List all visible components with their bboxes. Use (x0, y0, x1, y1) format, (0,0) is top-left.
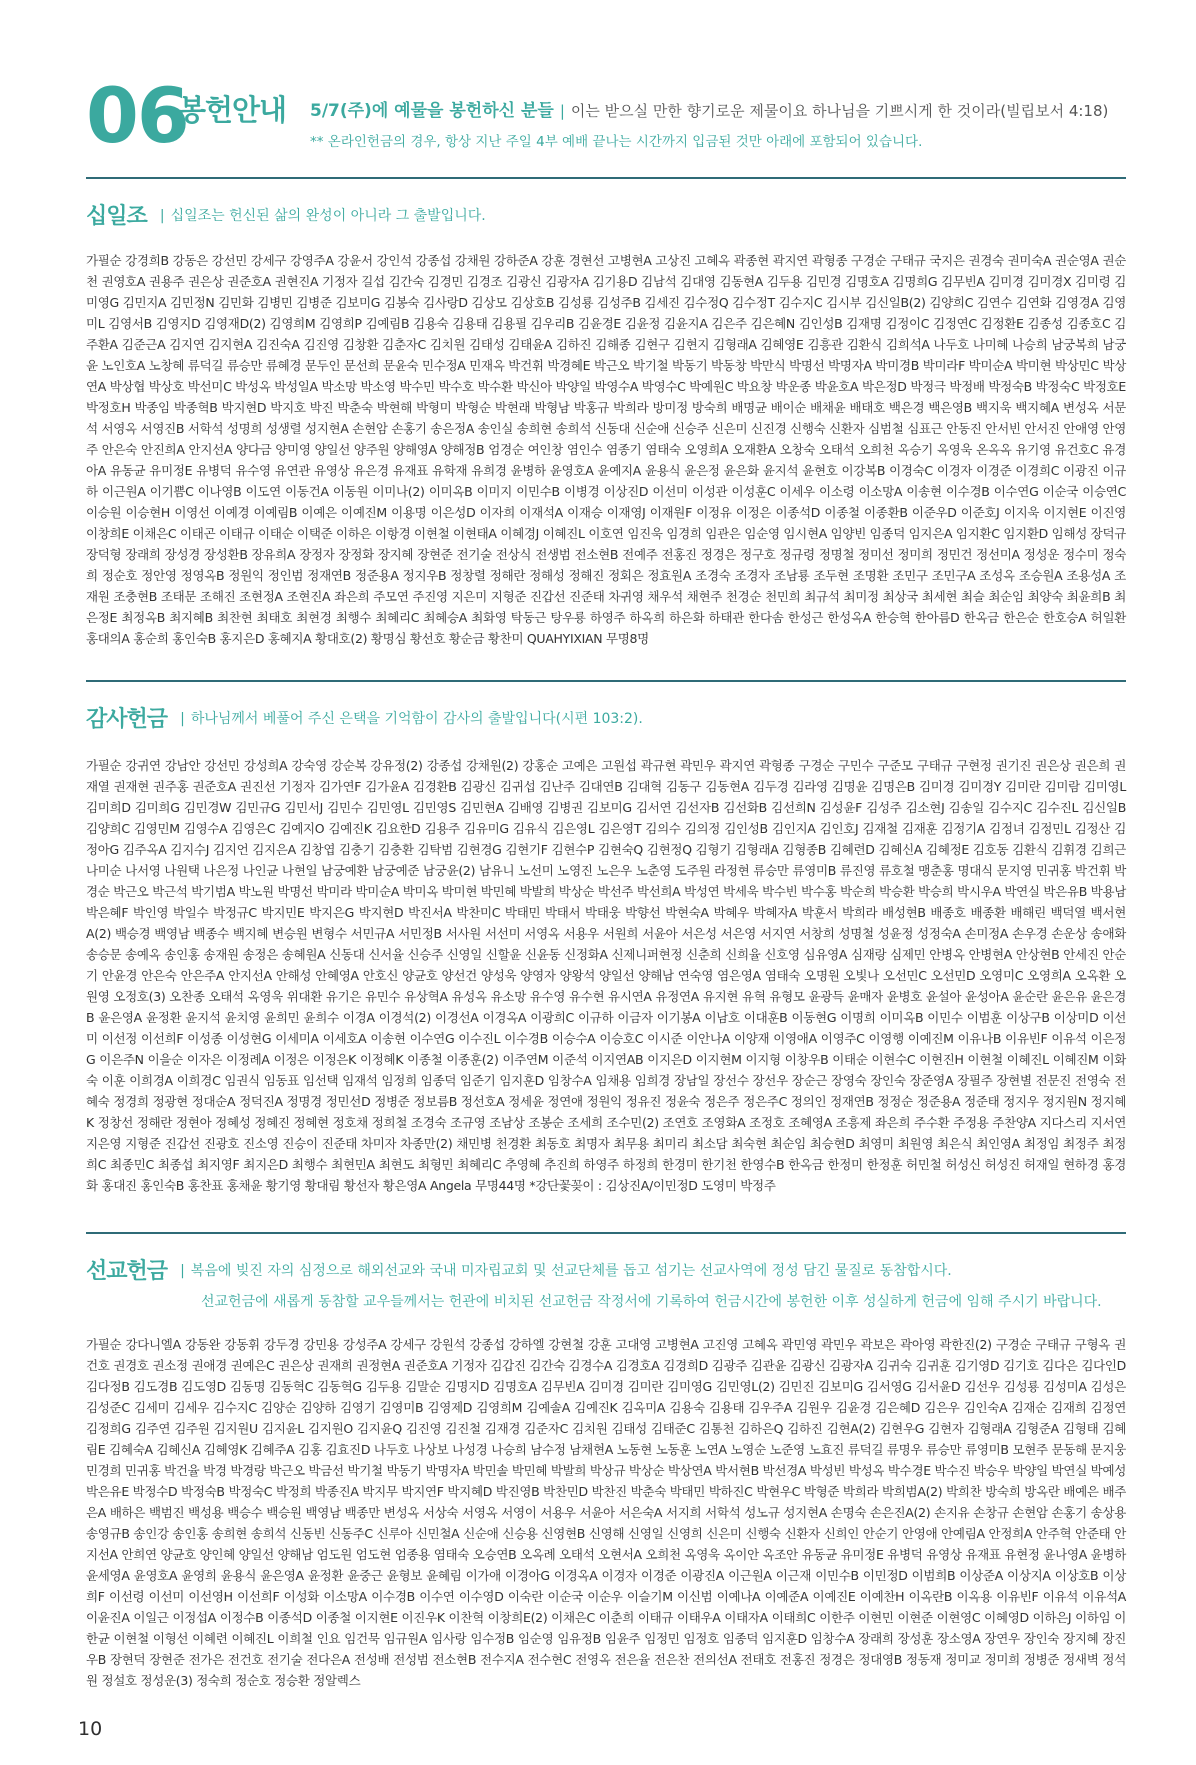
header-divider (86, 177, 1126, 179)
section-divider (86, 1232, 1126, 1234)
section-heading: 선교헌금 (86, 1259, 168, 1284)
divider-bar: | (559, 102, 565, 120)
donor-list-thanksgiving: 가필순 강귀연 강남안 강선민 강성희A 강숙영 강순복 강유정(2) 강종섭 강채원(2) 강홍순 고예은 고원섭 곽규현 곽민우 곽지연 곽형종 구경순 구민수 구준모 구태규 구현정 권기진 권은상 권은희 권재열 권재현 권주홍 권준호A 권진선 기정자 김가연F 김가윤A 김경환B 김광신 김귀섭 김난주 김대연B 김대혁 김동구 김동현A 김두경 김라영 김명윤 김명은B 김미경 김미경Y 김미란 김미람 김미영L 김미희D 김미희G 김민경W 김민규G 김민서J 김민수 김민영L 김민영S 김민현A 김배영 김병권 김보미G 김서연 김선자B 김선화B 김선희N 김성윤F 김성주 김소현J 김송일 김수지C 김수진L 김신일B 김양희C 김영민M 김영수A 김영은C 김예지O 김예진K 김요한D 김용주 김유미G 김유식 김은영L 김은영T 김의수 김의정 김인성B 김인지A 김인호J 김재철 김재훈 김정기A 김정녀 김정민L 김정산 김정아G 김주옥A 김지수J 김지언 김지은A 김창엽 김충기 김충환 김탁범 김현경G 김현기F 김현수P 김현숙Q 김현정Q 김형기 김형래A 김형종B 김혜련D 김혜신A 김혜정E 김호동 김환식 김휘경 김희근 나미순 나서영 나원택 나은정 나인균 나현일 남궁예환 남궁예준 남궁윤(2) 남유니 노선미 노영진 노은우 노춘영 도주원 라정현 류승만 류영미B 류진영 류호철 맹춘홍 명대식 문지영 민귀홍 박건휘 박경순 박근오 박근석 박기범A 박노원 박명선 박미라 박미순A 박미옥 박미현 박민혜 박발희 박상순 박선주 박선희A 박성연 박세욱 박수빈 박수홍 박순희 박승환 박승희 박시우A 박연실 박은유B 박용남 박은혜F 박인영 박일수 박정규C 박지민E 박지은G 박지현D 박진서A 박찬미C 박태민 박태서 박태웅 박향선 박현숙A 박혜우 박혜자A 박훈서 박희라 배성현B 배종호 배종환 배해린 백덕열 백서현A(2) 백승경 백영남 백종수 백지혜 변승원 변형수 서민규A 서민정B 서사원 서선미 서영옥 서용우 서원희 서윤아 서은성 서은영 서지연 서창희 성명철 성윤정 성정숙A 손미정A 손우경 손운상 송애화 송승문 송예옥 송인홍 송재원 송정은 송혜원A 신동대 신서율 신승주 신영일 신할윤 신윤동 신정화A 신제니퍼현정 신춘희 신희율 신호영 심유영A 심재랑 심제민 안병옥 안병현A 안상현B 안세진 안순기 안윤경 안은숙 안은주A 안지선A 안해성 안혜영A 안호신 양균호 양선건 양성욱 양영자 양왕석 양일선 양해남 연숙영 염은영A 염태숙 오명원 오빛나 오선민C 오선민D 오영미C 오영희A 오옥환 오원영 오정호(3) 오찬종 오태석 옥영욱 위대환 유기은 유민수 유상혁A 유성옥 유소망 유수영 유수현 유시연A 유정연A 유지현 유혁 유형모 윤광득 윤매자 윤병호 윤설아 윤성아A 윤순란 윤은유 윤은경B 윤은영A 윤정환 윤지석 윤치영 윤희민 윤희수 이경A 이경석(2) 이경선A 이경옥A 이광희C 이규하 이금자 이기봉A 이남호 이대훈B 이동현G 이명희 이미옥B 이민수 이범훈 이상구B 이상미D 이선미 이선정 이선희F 이성종 이성현G 이세미A 이세호A 이송현 이수연G 이수진L 이수경B 이승수A 이승호C 이시준 이안나A 이양재 이영애A 이영주C 이영행 이예진M 이유나B 이유빈F 이유석 이은정G 이은주N 이을순 이자은 이정례A 이정은 이정은K 이정혜K 이종철 이종훈(2) 이주연M 이준석 이지연AB 이지은D 이지현M 이지형 이창우B 이태순 이현수C 이현진H 이현철 이혜진L 이혜진M 이화숙 이훈 이희경A 이희경C 임권식 임동표 임선택 임재석 임정희 임종덕 임준기 임지훈D 임창수A 임채용 임희경 장남일 장선수 장선우 장순근 장영숙 장인숙 장준영A 장필주 장현별 전문진 전영숙 전혜숙 정경희 정광현 정대순A 정덕진A 정명경 정민선D 정병준 정보름B 정선호A 정세윤 정연애 정원익 정유진 정윤숙 정은주 정은주C 정의인 정재연B 정정순 정준용A 정준태 정지우 정지원N 정지혜K 정창선 정해란 정현아 정혜성 정혜진 정혜현 정호채 정희철 조경숙 조규영 조남상 조봉순 조세희 조수민(2) 조연호 조영화A 조정호 조혜영A 조흥제 좌은희 주수환 주정용 주찬양A 지다스리 지서연 지은영 지형준 진갑선 진광호 진소영 진승이 진준태 차미자 차종만(2) 채민병 천경환 최동호 최명자 최무용 최미리 최소담 최숙현 최순임 최승현D 최영미 최원영 최은식 최인영A 최정임 최정주 최정희C 최종민C 최종섭 최지영F 최지은D 최행수 최현민A 최현도 최형민 최혜리C 추영혜 추진희 하영주 하정희 한경미 한기천 한영수B 한옥금 한정미 한정훈 허민철 허성신 허성진 허재일 현하경 홍경화 홍대진 홍인숙B 홍찬표 홍채윤 황기영 황대림 황선자 황은영A Angela 무명44명 *강단꽃꽂이 : 김상진A/이민정D 도영미 박정주 (86, 758, 1126, 1193)
offering-date-lead: 5/7(주)에 예물을 봉헌하신 분들 (310, 101, 554, 121)
section-number: 06 (86, 71, 188, 160)
section-head-thanksgiving (86, 702, 1126, 733)
section-description: | 복음에 빚진 자의 심정으로 해외선교와 국내 미자립교회 및 선교단체를 돕고 섬기는 선교사역에 정성 담긴 물질로 동참합시다. (180, 1263, 952, 1279)
section-description: | 십일조는 헌신된 삶의 완성이 아니라 그 출발입니다. (159, 208, 486, 224)
section-title: 봉헌안내 (178, 93, 287, 127)
donor-list-mission: 가필순 강다니엘A 강동완 강동휘 강두경 강민용 강성주A 강세구 강원석 강종섭 강하엘 강현철 강훈 고대영 고병현A 고진영 고혜옥 곽민영 곽민우 곽보은 곽아영 곽한진(2) 구경순 구태규 구형옥 권건호 권경호 권소정 권애경 권예은C 권은상 권재희 권정현A 권준호A 기정자 김갑진 김간숙 김경수A 김경호A 김경희D 김광주 김관윤 김광신 김광자A 김귀숙 김귀훈 김기영D 김기호 김다은 김다인D 김다정B 김도경B 김도영D 김동명 김동혁C 김동혁G 김두용 김말순 김명지D 김명호A 김무빈A 김미경 김미란 김미영G 김민영L(2) 김민진 김보미G 김서영G 김서윤D 김선우 김성룡 김성미A 김성은 김성준C 김세미 김세우 김수지C 김양순 김양하 김영기 김영미B 김영제D 김영희M 김예솔A 김예진K 김옥미A 김용숙 김용태 김우주A 김원우 김윤경 김은혜D 김은우 김인숙A 김재순 김재희 김정연 김정희G 김주연 김주원 김지원U 김지윤L 김지원O 김지윤Q 김진영 김진철 김재경 김준자C 김치원 김태성 김태준C 김통천 김하은Q 김하진 김현A(2) 김현우G 김현자 김형래A 김형준A 김형태 김혜림E 김혜숙A 김혜신A 김혜영K 김혜주A 김홍 김효진D 나두호 나상보 나성경 나승희 남수정 남채현A 노동현 노동훈 노연A 노영순 노준영 노효진 류덕길 류명우 류승만 류영미B 모현주 문동해 문지웅 민경희 민귀홍 박건율 박경 박경랑 박근오 박금선 박기철 박동기 박명자A 박민솔 박민혜 박발희 박상규 박상순 박상연A 박서현B 박선경A 박성빈 박성옥 박수경E 박수진 박승우 박양일 박연실 박예성 박은유E 박정수D 박정숙B 박정숙C 박정희 박종진A 박지무 박지연F 박지혜D 박진영B 박찬민D 박찬진 박춘숙 박태민 박하진C 박현우C 박형준 박희라 박희범A(2) 박희찬 방숙희 방옥란 배예은 배주은A 배하은 백범진 백성용 백승수 백승원 백영남 백종만 변성옥 서상숙 서영옥 서영이 서용우 서윤아 서은숙A 서지희 서학석 성노규 성지현A 손명숙 손은진A(2) 손지유 손창규 손현암 손홍기 송상용 송영규B 송인강 송인홍 송희현 송희석 신동빈 신동주C 신루아 신민철A 신순애 신승용 신영현B 신영해 신영일 신영희 신은미 신행숙 신환자 신희인 안순기 안영애 안예림A 안정희A 안주혁 안준태 안지선A 안희연 양균호 양인혜 양일선 양해남 엄도원 엄도현 엄종용 염태숙 오승연B 오옥례 오태석 오현서A 오희천 옥영욱 옥이안 옥조안 유동균 유미정E 유병덕 유영상 유재표 유현정 윤나영A 윤병하 윤세영A 윤영호A 윤영희 윤용식 윤은영A 윤정환 윤중근 윤형보 윤혜림 이가애 이경아G 이경옥A 이경자 이경준 이광진A 이근원A 이근재 이민수B 이민정D 이범희B 이상준A 이상지A 이상호B 이상희F 이선령 이선미 이선영H 이선희F 이성화 이소망A 이수경B 이수연 이수영D 이숙란 이순국 이순우 이슬기M 이신범 이예나A 이예준A 이예진E 이예찬H 이옥란B 이옥용 이유빈F 이유석 이유석A 이윤진A 이일근 이정섭A 이정수B 이종석D 이종철 이지현E 이진우K 이찬혁 이창희E(2) 이채은C 이춘희 이태규 이태우A 이태자A 이태희C 이한주 이현민 이현준 이현영C 이혜영D 이하은J 이하임 이한균 이현철 이형선 이혜련 이혜진L 이희철 인요 임건묵 임규원A 임사랑 임수정B 임순영 임유정B 임윤주 임정민 임정호 임종덕 임지훈D 임창수A 장래희 장성훈 장소영A 장연우 장인숙 장지혜 장진우B 장현덕 장현준 전가은 전건호 전기술 전다은A 전성배 전성범 전소현B 전수지A 전수현C 전영옥 전은율 전은찬 전의선A 전태호 전홍진 정경은 정대영B 정동재 정미교 정미희 정병준 정새벽 정석원 정설호 정성운(3) 정숙희 정순호 정승환 정알렉스 (86, 1337, 1127, 1688)
donor-list-tithe: 가필순 강경희B 강동은 강선민 강세구 강영주A 강윤서 강인석 강종섭 강채원 강하준A 강훈 경현선 고병현A 고상진 고혜옥 곽종현 곽지연 곽형종 구경순 구태규 국지은 권경숙 권미숙A 권순영A 권순천 권영호A 권용주 권은상 권준호A 권현진A 기정자 길섭 김간숙 김경민 김경조 김광신 김광자A 김기용D 김남석 김대영 김동현A 김두용 김민경 김명호A 김명희G 김무빈A 김미경 김미경X 김미령 김미영G 김민지A 김민정N 김민화 김병민 김병준 김보미G 김봉숙 김사랑D 김상모 김상호B 김성룡 김성주B 김세진 김수정Q 김수정T 김수지C 김시부 김신일B(2) 김양희C 김연수 김연화 김영경A 김영미L 김영서B 김영지D 김영재D(2) 김영희M 김영희P 김예림B 김용숙 김용태 김용필 김우리B 김윤경E 김윤정 김윤지A 김은주 김은혜N 김인성B 김재명 김정이C 김정연C 김정환E 김종성 김종호C 김주환A 김준근A 김지연 김지현A 김진숙A 김진영 김창환 김춘자C 김치원 김태성 김태윤A 김하진 김해종 김현구 김현지 김형래A 김혜영E 김흥관 김환식 김희석A 나두호 나미혜 나승희 남궁복희 남궁윤 노인호A 노창혜 류덕길 류승만 류혜경 문두인 문선희 문윤숙 민수정A 민재옥 박건휘 박경혜E 박근오 박기철 박동기 박동창 박만식 박명선 박명자A 박미경B 박미라F 박미순A 박미현 박상민C 박상연A 박상협 박상호 박선미C 박성옥 박성일A 박소망 박소영 박수민 박수호 박수환 박신아 박양일 박영수A 박영수C 박예원C 박요창 박운종 박윤호A 박은정D 박정극 박정배 박정숙B 박정숙C 박정호E 박정호H 박종임 박종혁B 박지현D 박지호 박진 박춘숙 박현해 박형미 박형순 박현래 박형남 박홍규 박희라 방미정 방숙희 배명균 배이순 배채윤 배태호 백은경 백은영B 백지욱 백지혜A 변성옥 서문석 서영옥 서영진B 서학석 성명희 성생렬 성지현A 손현암 손홍기 송은정A 송인실 송희현 송희석 신동대 신순애 신승주 신은미 신진경 신행숙 신환자 심범철 심표근 안동진 안서빈 안서진 안애영 안영주 안은숙 안진희A 안지선A 양다금 양미영 양일선 양주원 양해영A 양해정B 엄경순 여인창 염인수 염종기 염태숙 오영희A 오재환A 오창숙 오태석 오희천 옥승기 옥영욱 온옥옥 유기영 유건호C 유경아A 유동균 유미정E 유병덕 유수영 유연관 유영상 유은경 유재표 유학재 유희경 윤병하 윤영호A 윤예지A 윤용식 윤은정 윤은화 윤지석 윤현호 이강복B 이경숙C 이경자 이경준 이경희C 이광진 이규하 이근원A 이기쁨C 이나영B 이도연 이동건A 이동원 이미나(2) 이미옥B 이미지 이민수B 이병경 이상진D 이선미 이성관 이성훈C 이세우 이소령 이소망A 이송현 이수경B 이수연G 이순국 이승연C 이승원 이승현H 이영선 이예경 이예림B 이예은 이예진M 이용명 이은성D 이자희 이재석A 이재승 이재영J 이재원F 이정유 이정은 이종석D 이종철 이종환B 이준우D 이준호J 이지욱 이지현E 이진영 이창희E 이채은C 이태곤 이태규 이태순 이택준 이하은 이항경 이현철 이현태A 이혜경J 이혜진L 이호연 임진욱 임경희 임관은 임순영 임시현A 임양빈 임종덕 임지은A 임지환C 임지환D 임해성 장덕규 장덕형 장래희 장성경 장성환B 장유희A 장정자 장정화 장지혜 장현준 전기술 전상식 전생범 전소현B 전예주 전홍진 정경은 정구호 정규령 정명철 정미선 정미희 정민건 정선미A 정성운 정수미 정숙희 정순호 정안영 정영옥B 정원익 정인범 정재연B 정준용A 정지우B 정창렬 정해란 정해성 정해진 정회은 정효원A 조경숙 조경자 조남룡 조두현 조명환 조민구 조민구A 조성옥 조승원A 조용성A 조재원 조충현B 조태문 조해진 조현정A 조현진A 좌은희 주모연 주진영 지은미 지형준 진갑선 진준태 차귀영 채우석 채현주 천경순 천민희 최규석 최미정 최상국 최세현 최슬 최순임 최양숙 최윤희B 최은정E 최정옥B 최지혜B 최찬현 최태호 최현경 최행수 최혜리C 최혜승A 최화영 탁동근 탕우룡 하영주 하옥희 하은화 하태관 한다솜 한성근 한성옥A 한승혁 한아름D 한옥금 한은순 한호승A 허일환 홍대의A 홍순희 홍인숙B 홍지은D 홍혜지A 황대호(2) 황명심 황선호 황순금 황찬미 QUAHYIXIAN 무명8명 (86, 253, 1126, 646)
page-number: 10 (78, 1718, 103, 1740)
section-description: | 하나님께서 베풀어 주신 은택을 기억함이 감사의 출발입니다(시편 103:2). (180, 711, 643, 727)
section-head-tithe (86, 199, 1126, 230)
page-header (86, 71, 1126, 164)
section-description-line2: 선교헌금에 새롭게 동참할 교우들께서는 헌관에 비치된 선교헌금 작정서에 기록하여 헌금시간에 봉헌한 이후 성실하게 헌금에 임해 주시기 바랍니다. (201, 1294, 1102, 1310)
section-heading: 감사헌금 (86, 707, 168, 732)
section-heading: 십일조 (86, 204, 147, 229)
section-subtitle (310, 96, 1108, 121)
section-head-mission (86, 1254, 1126, 1311)
scripture-verse: 이는 받으실 만한 향기로운 제물이요 하나님을 기쁘시게 한 것이라(빌립보서 4:18) (570, 102, 1109, 120)
section-divider (86, 680, 1126, 682)
online-offering-note: ** 온라인헌금의 경우, 항상 지난 주일 4부 예배 끝나는 시간까지 입금된 것만 아래에 포함되어 있습니다. (310, 134, 923, 150)
